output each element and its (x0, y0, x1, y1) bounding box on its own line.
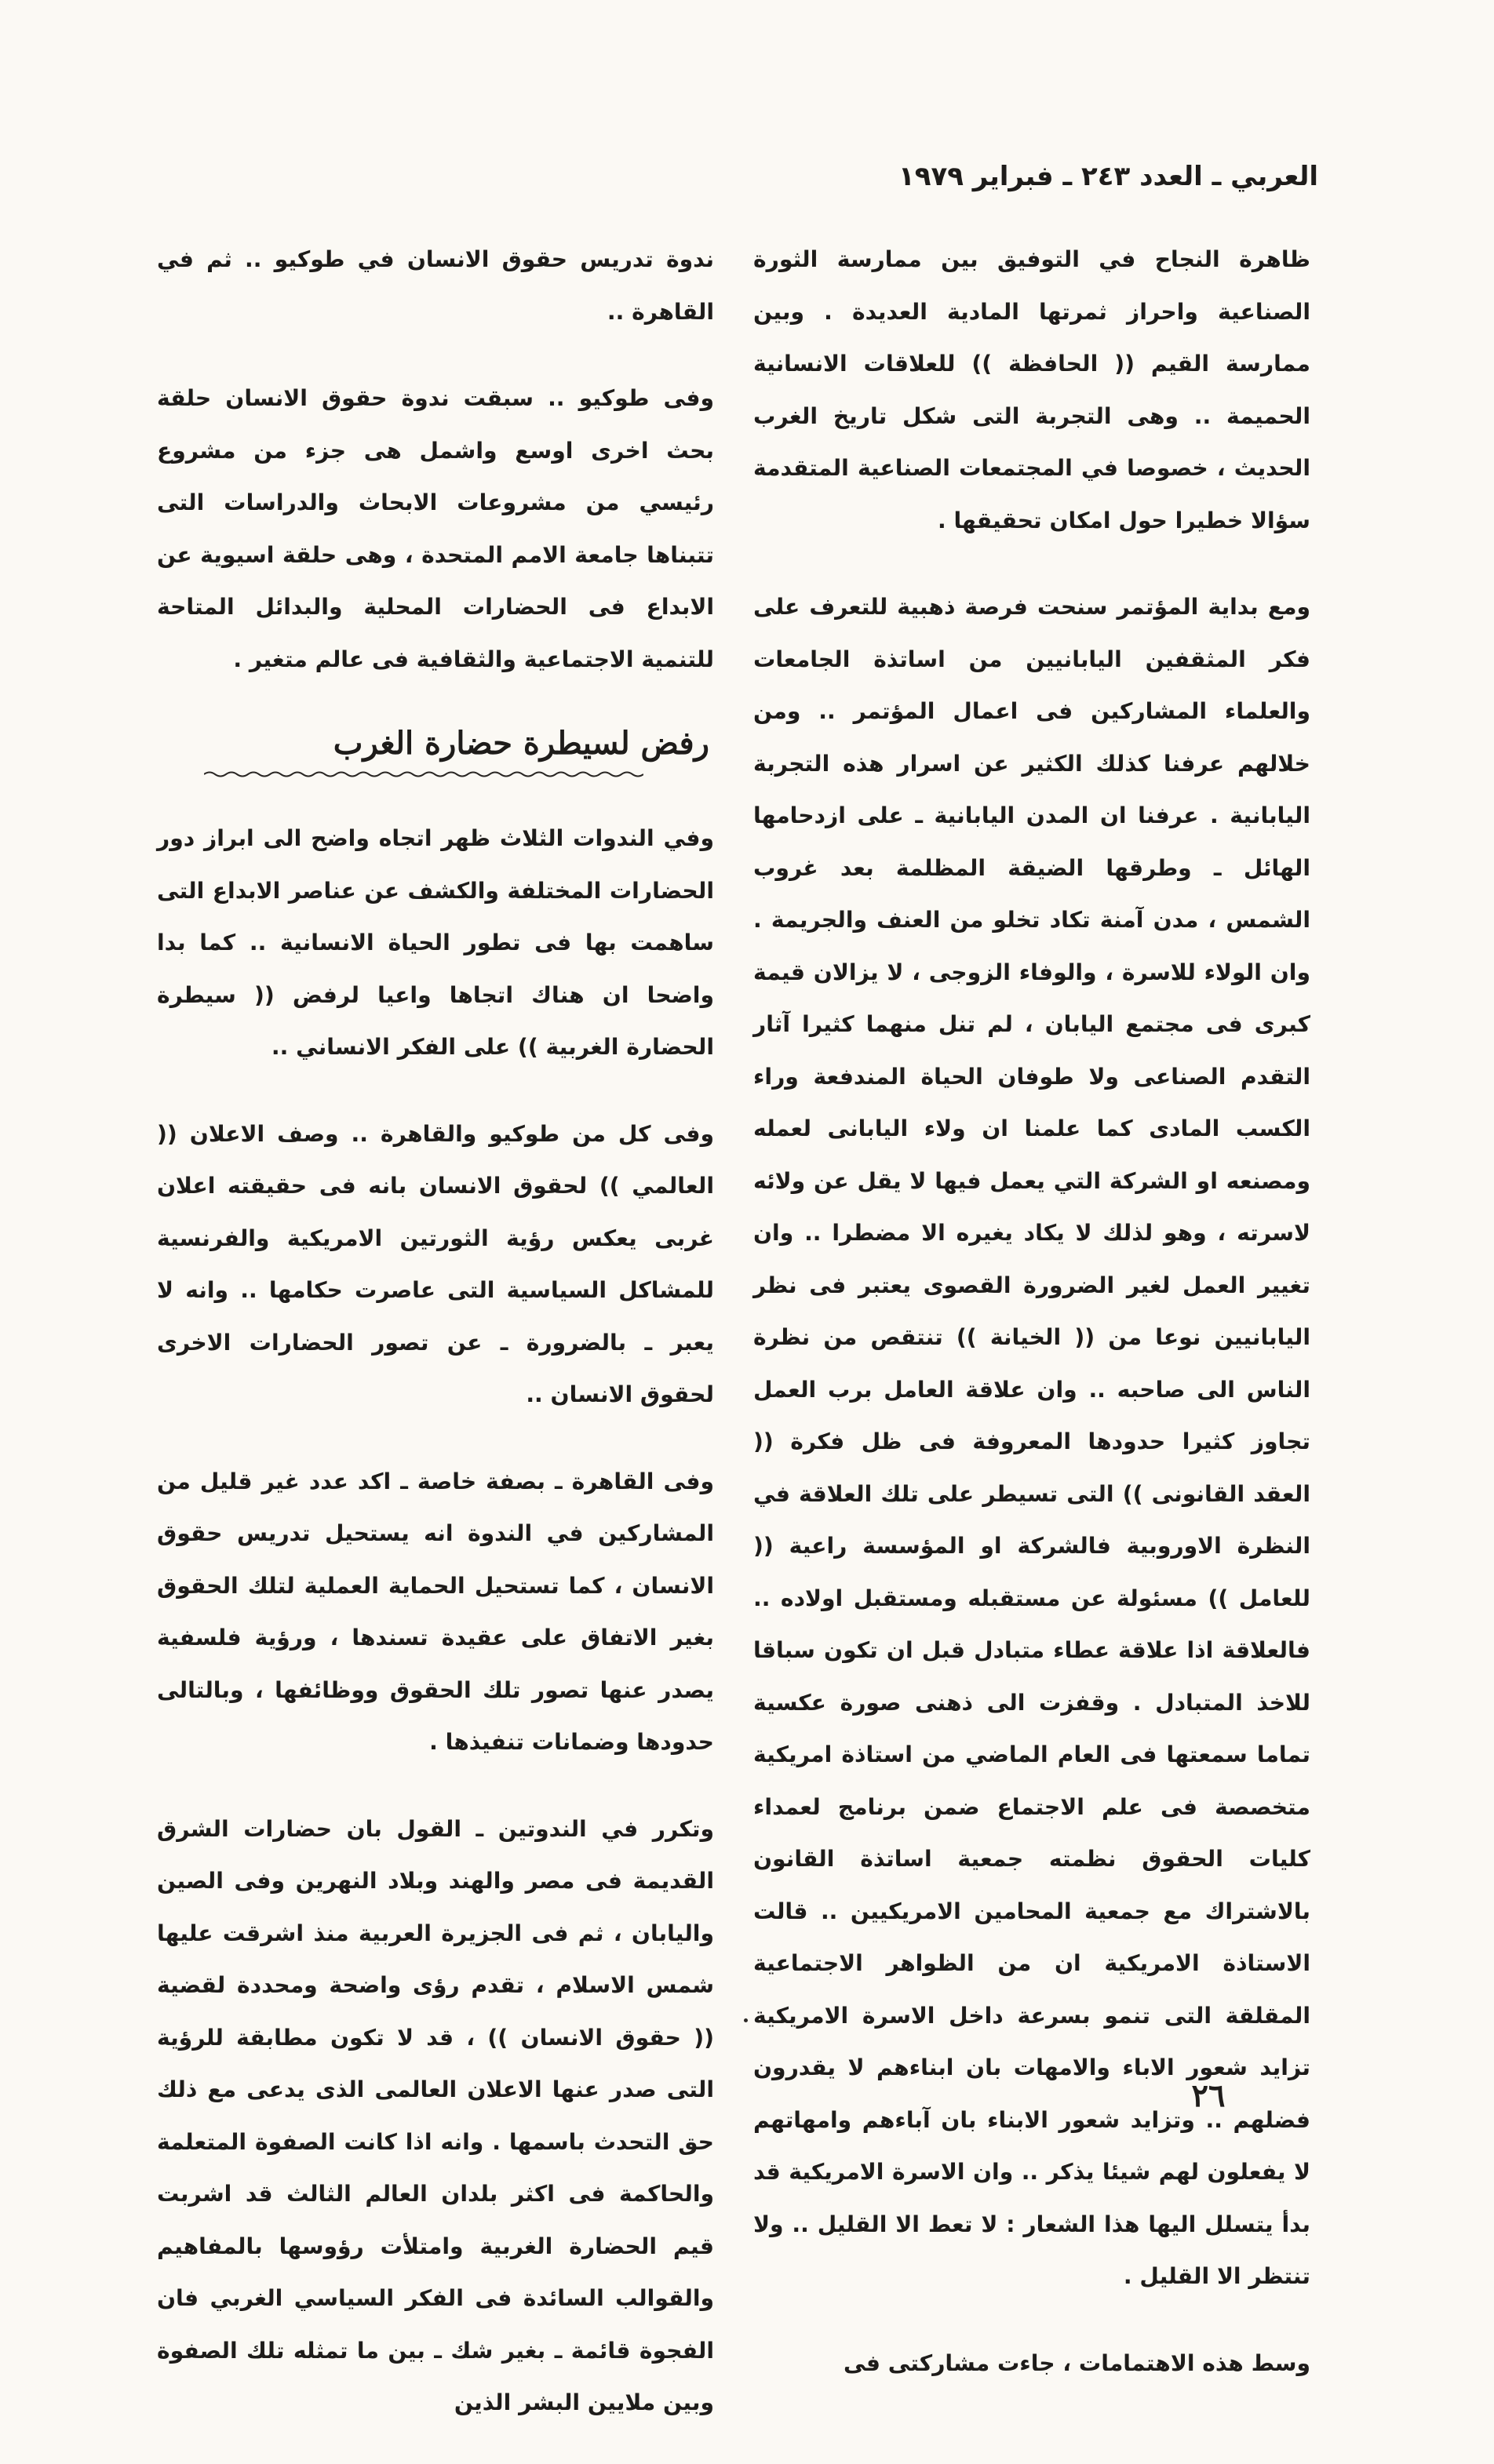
paragraph: وفي الندوات الثلاث ظهر اتجاه واضح الى ابراز دور الحضارات المختلفة والكشف عن عناصر الابداع التى ساهمت بها فى تطور الحياة الانسانية .. كما بدا واضحا ان هناك اتجاها واعيا لرفض (( سيطرة الحضارة الغربية )) على الفكر الانساني .. (157, 825, 714, 1060)
left-column (157, 234, 714, 2464)
running-head: العربي ـ العدد ٢٤٣ ـ فبراير ١٩٧٩ (898, 161, 1318, 192)
page-number: ٢٦ (1191, 2077, 1226, 2114)
paragraph: وسط هذه الاهتمامات ، جاءت مشاركتى فى (844, 2349, 1310, 2376)
paragraph: وتكرر في الندوتين ـ القول بان حضارات الشرق القديمة فى مصر والهند وبلاد النهرين وفى الصين واليابان ، ثم فى الجزيرة العربية منذ اشرقت عليها شمس الاسلام ، تقدم رؤى واضحة ومحددة لقضية (( حقوق الانسان )) ، قد لا تكون مطابقة للرؤية التى صدر عنها الاعلان العالمى الذى يدعى مع ذلك حق التحدث باسمها . وانه اذا كانت الصفوة المتعلمة والحاكمة فى اكثر بلدان العالم الثالث قد اشربت قيم الحضارة الغربية وامتلأت رؤوسها بالمفاهيم والقوالب السائدة فى الفكر السياسي الغربي فان الفجوة قائمة ـ بغير شك ـ بين ما تمثله تلك الصفوة وبين ملايين البشر الذين (157, 1815, 714, 2415)
paragraph: ظاهرة النجاح في التوفيق بين ممارسة الثورة الصناعية واحراز ثمرتها المادية العديدة . وبين ممارسة القيم (( الحافظة )) للعلاقات الانسانية الحميمة .. وهى التجربة التى شكل تاريخ الغرب الحديث ، خصوصا في المجتمعات الصناعية المتقدمة سؤالا خطيرا حول امكان تحقيقها . (753, 246, 1310, 533)
paragraph: ومع بداية المؤتمر سنحت فرصة ذهبية للتعرف على فكر المثقفين اليابانيين من اساتذة الجامعات والعلماء المشاركين فى اعمال المؤتمر .. ومن خلالهم عرفنا كذلك الكثير عن اسرار هذه التجربة اليابانية . عرفنا ان المدن اليابانية ـ على ازدحامها الهائل ـ وطرقها الضيقة المظلمة بعد غروب الشمس ، مدن آمنة تكاد تخلو من العنف والجريمة . وان الولاء للاسرة ، والوفاء الزوجى ، لا يزالان قيمة كبرى فى مجتمع اليابان ، لم تنل منهما كثيرا آثار التقدم الصناعى ولا طوفان الحياة المندفعة وراء الكسب المادى كما علمنا ان ولاء اليابانى لعمله ومصنعه او الشركة التي يعمل فيها لا يقل عن ولائه لاسرته ، وهو لذلك لا يكاد يغيره الا مضطرا .. وان تغيير العمل لغير الضرورة القصوى يعتبر فى نظر اليابانيين نوعا من (( الخيانة )) تنتقص من نظرة الناس الى صاحبه .. وان علاقة العامل برب العمل تجاوز كثيرا حدودها المعروفة فى ظل فكرة (( العقد القانونى )) التى تسيطر على تلك العلاقة في النظرة الاوروبية فالشركة او المؤسسة راعية (( للعامل )) مسئولة عن مستقبله ومستقبل اولاده .. فالعلاقة اذا علاقة عطاء متبادل قبل ان تكون سباقا للاخذ المتبادل . وقفزت الى ذهنى صورة عكسية تماما سمعتها فى العام الماضي من استاذة امريكية متخصصة فى علم الاجتماع ضمن برنامج لعمداء كليات الحقوق نظمته جمعية اساتذة القانون بالاشتراك مع جمعية المحامين الامريكيين .. قالت الاستاذة الامريكية ان من الظواهر الاجتماعية المقلقة التى تنمو بسرعة داخل الاسرة الامريكية تزايد شعور الاباء والامهات بان ابناءهم لا يقدرون فضلهم .. وتزايد شعور الابناء بان آباءهم وامهاتهم لا يفعلون لهم شيئا يذكر .. وان الاسرة الامريكية قد بدأ يتسلل اليها هذا الشعار : لا تعط الا القليل .. ولا تنتظر الا القليل . (753, 594, 1310, 2289)
paragraph: وفى كل من طوكيو والقاهرة .. وصف الاعلان (( العالمي )) لحقوق الانسان بانه فى حقيقته اعلان غربى يعكس رؤية الثورتين الامريكية والفرنسية للمشاكل السياسية التى عاصرت حكامها .. وانه لا يعبر ـ بالضرورة ـ عن تصور الحضارات الاخرى لحقوق الانسان .. (157, 1120, 714, 1407)
paragraph: وفى طوكيو .. سبقت ندوة حقوق الانسان حلقة بحث اخرى اوسع واشمل هى جزء من مشروع رئيسي من مشروعات الابحاث والدراسات التى تتبناها جامعة الامم المتحدة ، وهى حلقة اسيوية عن الابداع فى الحضارات المحلية والبدائل المتاحة للتنمية الاجتماعية والثقافية فى عالم متغير . (157, 385, 714, 672)
heading-wavy-rule (204, 770, 643, 778)
section-heading (157, 720, 714, 767)
paragraph: وفى القاهرة ـ بصفة خاصة ـ اكد عدد غير قليل من المشاركين في الندوة انه يستحيل تدريس حقوق الانسان ، كما تستحيل الحماية العملية لتلك الحقوق بغير الاتفاق على عقيدة تسندها ، ورؤية فلسفية يصدر عنها تصور تلك الحقوق ووظائفها ، وبالتالى حدودها وضمانات تنفيذها . (157, 1468, 714, 1755)
section-heading-text: رفض لسيطرة حضارة الغرب (333, 725, 709, 762)
print-speck (744, 2018, 748, 2022)
paragraph: ندوة تدريس حقوق الانسان في طوكيو .. ثم في القاهرة .. (157, 246, 714, 325)
